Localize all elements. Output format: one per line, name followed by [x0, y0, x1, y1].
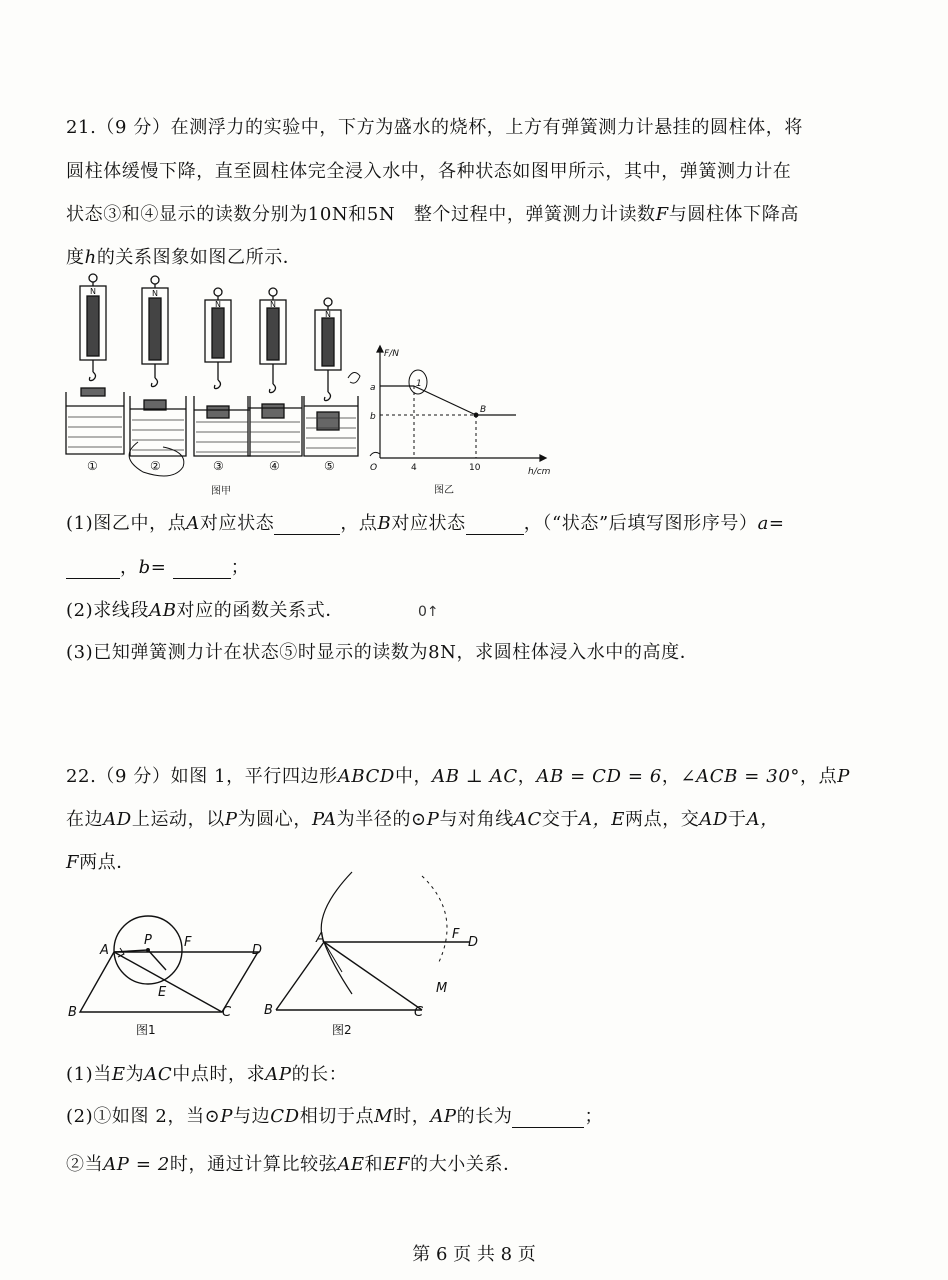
q21-stem-line-3 — [66, 200, 799, 226]
point-B-label: B — [480, 405, 487, 415]
state-label-1: ① — [87, 459, 98, 473]
q22-math: AC — [144, 1064, 173, 1085]
var-b: b — [138, 557, 151, 578]
q22-math: A， — [746, 809, 779, 830]
q21-stem-line-1: 21.（9 分）在测浮力的实验中，下方为盛水的烧杯，上方有弹簧测力计悬挂的圆柱体，将 — [66, 117, 803, 138]
fig1-label-B: B — [68, 1005, 77, 1020]
q21-stem-text: 的关系图象如图乙所示． — [96, 247, 302, 268]
fig1-label-C: C — [222, 1005, 232, 1020]
state-label-3: ③ — [213, 459, 224, 473]
segment-AB — [414, 386, 476, 415]
figure-2 — [262, 864, 492, 1048]
q21-sub1-text: = — [768, 513, 785, 534]
q22-text: ， — [517, 766, 537, 787]
q22-math: AD — [699, 809, 729, 830]
tick-10-label: 10 — [469, 463, 481, 473]
q21-sub1-text: (1)图乙中，点 — [66, 513, 187, 534]
q22-math: P — [224, 809, 238, 830]
answer-blank-state-A[interactable] — [274, 516, 340, 535]
q21-sub3: (3)已知弹簧测力计在状态⑤时显示的读数为8N，求圆柱体浸入水中的高度． — [66, 642, 699, 663]
q22-text: 两点． — [79, 852, 135, 873]
q21-sub2-text: 对应的函数关系式． — [176, 600, 344, 621]
q21-stem-line-4 — [66, 243, 301, 269]
spring-scale-2 — [129, 276, 186, 476]
q21-sub1-text: = — [150, 557, 173, 578]
var-h: h — [84, 247, 97, 268]
q22-text: 交于 — [541, 809, 580, 830]
q22-text: 的长： — [291, 1064, 348, 1085]
q22-math: ABCD — [337, 766, 395, 787]
q22-text: 于 — [728, 809, 747, 830]
diagonal-AC — [114, 952, 222, 1012]
segment-AB-label: AB — [149, 600, 177, 621]
q22-math: AD — [103, 809, 132, 830]
q22-math: M — [374, 1106, 394, 1127]
q22-text: 的大小关系． — [410, 1154, 522, 1175]
q22-text: 与边 — [233, 1106, 271, 1127]
fig1-label-D: D — [252, 943, 263, 958]
answer-blank-state-B[interactable] — [466, 516, 524, 535]
fig2-label-B: B — [264, 1003, 273, 1018]
q21-sub2 — [66, 596, 344, 622]
q21-stem-text: 度 — [66, 247, 85, 268]
q22-sub2 — [66, 1102, 603, 1128]
q22-text: 22.（9 分）如图 1，平行四边形 — [66, 766, 338, 787]
q22-math: AP — [430, 1106, 457, 1127]
scale-letter: N — [270, 300, 276, 309]
x-axis-label: h/cm — [528, 467, 551, 477]
fig1-label-A: A — [100, 943, 109, 958]
q22-text: 与对角线 — [439, 809, 514, 830]
q22-text: 时，通过计算比较弦 — [169, 1154, 338, 1175]
q22-text: 和 — [364, 1154, 384, 1175]
q22-text: 为圆心， — [237, 809, 312, 830]
q22-math: P — [220, 1106, 234, 1127]
q21-sub1-line-2: ，b= ； — [66, 553, 249, 579]
answer-blank-AP[interactable] — [512, 1109, 584, 1128]
q22-math: E — [111, 1064, 126, 1085]
q22-math: CD — [270, 1106, 300, 1127]
q21-sub1-line-1 — [66, 509, 785, 535]
state-label-2: ② — [150, 459, 161, 473]
q22-math: AP — [265, 1064, 292, 1085]
q22-math: PA — [311, 809, 337, 830]
figure-yi-caption: 图乙 — [434, 485, 454, 496]
scale-letter: N — [325, 310, 331, 319]
point-A: A — [186, 513, 200, 534]
fig2-label-C: C — [414, 1005, 424, 1020]
tick-4-label: 4 — [411, 463, 417, 473]
state-label-5: ⑤ — [324, 459, 335, 473]
q21-sub1-text: 对应状态 — [391, 513, 466, 534]
handwritten-note: 0↑ — [418, 604, 439, 620]
q22-text: (2)①如图 2，当⊙ — [66, 1106, 221, 1127]
q22-text: ； — [584, 1106, 604, 1127]
q22-math: P — [837, 766, 850, 787]
q22-text: 两点，交 — [625, 809, 700, 830]
point-A-label: 1 — [416, 379, 422, 389]
q22-math: AB = CD = 6 — [536, 766, 662, 787]
spring-scale-3 — [194, 288, 250, 456]
q22-math: EF — [383, 1154, 411, 1175]
q22-text: (1)当 — [66, 1064, 112, 1085]
q21-sub1-text: ，（“状态”后填写图形序号） — [523, 513, 758, 534]
q22-text: 中， — [394, 766, 433, 787]
q22-math: AE — [337, 1154, 365, 1175]
q22-stem-line-3 — [66, 848, 135, 874]
page-footer: 第 6 页 共 8 页 — [412, 1244, 536, 1265]
scale-letter: N — [152, 289, 158, 298]
q22-text: 中点时，求 — [172, 1064, 266, 1085]
q21-stem-line-2: 圆柱体缓慢下降，直至圆柱体完全浸入水中，各种状态如图甲所示，其中，弹簧测力计在 — [66, 161, 792, 182]
q22-math: A，E — [579, 809, 625, 830]
q21-stem-text: 与圆柱体下降高 — [668, 204, 799, 225]
figure-jia-caption: 图甲 — [211, 486, 231, 497]
q21-sub1-text: ，点 — [340, 513, 378, 534]
q22-math: P — [426, 809, 440, 830]
answer-blank-b[interactable] — [173, 560, 231, 579]
spring-scale-4 — [248, 288, 302, 456]
point-B: B — [377, 513, 392, 534]
q22-text: 上运动，以 — [131, 809, 225, 830]
scale-letter: N — [215, 300, 221, 309]
state-label-4: ④ — [269, 459, 280, 473]
fig2-label-M: M — [436, 981, 448, 996]
q22-text: ， — [661, 766, 681, 787]
fig1-label-F: F — [184, 935, 192, 950]
q22-text: 时， — [393, 1106, 431, 1127]
fig1-label-E: E — [158, 985, 167, 1000]
q22-stem-line-1 — [66, 762, 850, 788]
q21-sub1-text: 对应状态 — [199, 513, 275, 534]
q22-math: AP = 2 — [103, 1154, 170, 1175]
figure-2-caption: 图2 — [332, 1023, 352, 1037]
q22-text: 为 — [125, 1064, 145, 1085]
q22-sub3 — [66, 1150, 522, 1176]
var-a: a — [757, 513, 769, 534]
fig2-label-A: A — [316, 931, 325, 946]
fig1-label-P: P — [144, 933, 152, 948]
q22-text: ②当 — [66, 1154, 104, 1175]
var-F: F — [655, 204, 669, 225]
q22-text: 相切于点 — [299, 1106, 375, 1127]
tick-a-label: a — [370, 383, 376, 393]
y-axis-label: F/N — [384, 349, 399, 359]
q22-stem-line-2 — [66, 805, 779, 831]
fig2-label-F: F — [452, 927, 460, 942]
fig2-label-D: D — [468, 935, 479, 950]
q22-text: 在边 — [66, 809, 104, 830]
answer-blank-a[interactable] — [66, 560, 120, 579]
q21-sub1-text: ， — [120, 557, 139, 578]
origin-label: O — [370, 463, 378, 473]
q22-text: 的长为 — [456, 1106, 513, 1127]
figure-1-caption: 图1 — [136, 1023, 156, 1037]
q22-sub1 — [66, 1060, 347, 1086]
q22-text: 为半径的⊙ — [336, 809, 427, 830]
q21-stem-text: 状态③和④显示的读数分别为10N和5N 整个过程中，弹簧测力计读数 — [66, 204, 656, 225]
q22-math: ∠ACB = 30° — [680, 766, 801, 787]
figure-1 — [62, 898, 282, 1048]
q22-math: F — [66, 852, 80, 873]
q22-math: AB ⊥ AC — [432, 766, 518, 787]
q21-sub2-text: (2)求线段 — [66, 600, 150, 621]
figure-jia — [58, 272, 368, 502]
figure-yi — [340, 338, 560, 498]
q22-text: ，点 — [800, 766, 838, 787]
tick-b-label: b — [370, 412, 376, 422]
q22-math: AC — [513, 809, 542, 830]
scale-letter: N — [90, 287, 96, 296]
